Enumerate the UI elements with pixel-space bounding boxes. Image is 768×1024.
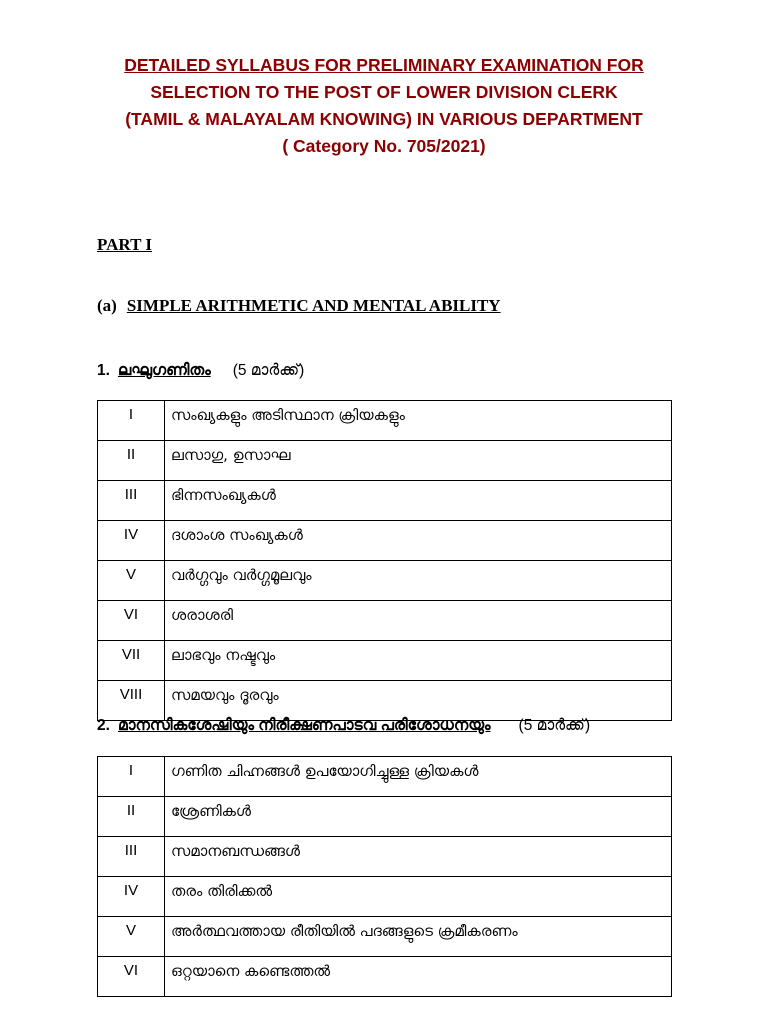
table-row — [98, 641, 672, 681]
roman-numeral: IV — [98, 877, 165, 917]
section-marks: (5 മാർക്ക്) — [232, 362, 305, 379]
title-line-4: ( Category No. 705/2021) — [282, 136, 486, 156]
table-row — [98, 521, 672, 561]
topic-cell: ദശാംശ സംഖ്യകൾ — [165, 521, 672, 561]
table-row — [98, 957, 672, 997]
title-line-2: SELECTION TO THE POST OF LOWER DIVISION CLERK — [150, 82, 618, 102]
roman-numeral: I — [98, 757, 165, 797]
topic-cell: ലാഭവും നഷ്ടവും — [165, 641, 672, 681]
topic-cell: ഒറ്റയാനെ കണ്ടെത്തൽ — [165, 957, 672, 997]
topic-cell: സമയവും ദൂരവും — [165, 681, 672, 721]
topic-cell: ഭിന്നസംഖ്യകൾ — [165, 481, 672, 521]
subsection-heading — [97, 296, 501, 316]
roman-numeral: I — [98, 401, 165, 441]
table-row — [98, 877, 672, 917]
syllabus-table-2 — [97, 756, 672, 997]
topic-cell: സംഖ്യകളും അടിസ്ഥാന ക്രിയകളും — [165, 401, 672, 441]
roman-numeral: VII — [98, 641, 165, 681]
syllabus-table-1 — [97, 400, 672, 721]
table-row — [98, 681, 672, 721]
topic-cell: ശ്രേണികൾ — [165, 797, 672, 837]
table-row — [98, 797, 672, 837]
topic-cell: സമാനബന്ധങ്ങൾ — [165, 837, 672, 877]
table-row — [98, 601, 672, 641]
title-line-1: DETAILED SYLLABUS FOR PRELIMINARY EXAMINATION FOR — [124, 55, 644, 75]
title-line-3: (TAMIL & MALAYALAM KNOWING) IN VARIOUS DEPARTMENT — [125, 109, 643, 129]
roman-numeral: VI — [98, 957, 165, 997]
roman-numeral: VI — [98, 601, 165, 641]
part-heading: PART I — [97, 235, 152, 254]
roman-numeral: III — [98, 837, 165, 877]
table-row — [98, 441, 672, 481]
topic-cell: തരം തിരിക്കൽ — [165, 877, 672, 917]
topic-cell: ഗണിത ചിഹ്നങ്ങൾ ഉപയോഗിച്ചുള്ള ക്രിയകൾ — [165, 757, 672, 797]
section-marks: (5 മാർക്ക്) — [518, 717, 591, 734]
table-row — [98, 917, 672, 957]
subsection-title: SIMPLE ARITHMETIC AND MENTAL ABILITY — [126, 296, 501, 315]
topic-cell: ലസാഗു, ഉസാഘ — [165, 441, 672, 481]
topic-cell: ശരാശരി — [165, 601, 672, 641]
topic-cell: അർത്ഥവത്തായ രീതിയിൽ പദങ്ങളുടെ ക്രമീകരണം — [165, 917, 672, 957]
section-2-heading — [97, 717, 590, 735]
roman-numeral: IV — [98, 521, 165, 561]
document-title — [0, 52, 768, 160]
section-name: ലഘുഗണിതം — [117, 362, 211, 379]
topic-cell: വർഗ്ഗവും വർഗ്ഗമൂലവും — [165, 561, 672, 601]
roman-numeral: V — [98, 561, 165, 601]
subsection-letter: (a) — [97, 296, 117, 315]
section-number: 2. — [97, 717, 110, 734]
roman-numeral: VIII — [98, 681, 165, 721]
table-row — [98, 757, 672, 797]
section-number: 1. — [97, 362, 110, 379]
section-name: മാനസികശേഷിയും നിരീക്ഷണപാടവ പരിശോധനയും — [117, 717, 491, 734]
roman-numeral: III — [98, 481, 165, 521]
roman-numeral: V — [98, 917, 165, 957]
table-row — [98, 837, 672, 877]
section-1-heading — [97, 362, 304, 380]
table-row — [98, 401, 672, 441]
table-row — [98, 481, 672, 521]
roman-numeral: II — [98, 797, 165, 837]
table-row — [98, 561, 672, 601]
roman-numeral: II — [98, 441, 165, 481]
